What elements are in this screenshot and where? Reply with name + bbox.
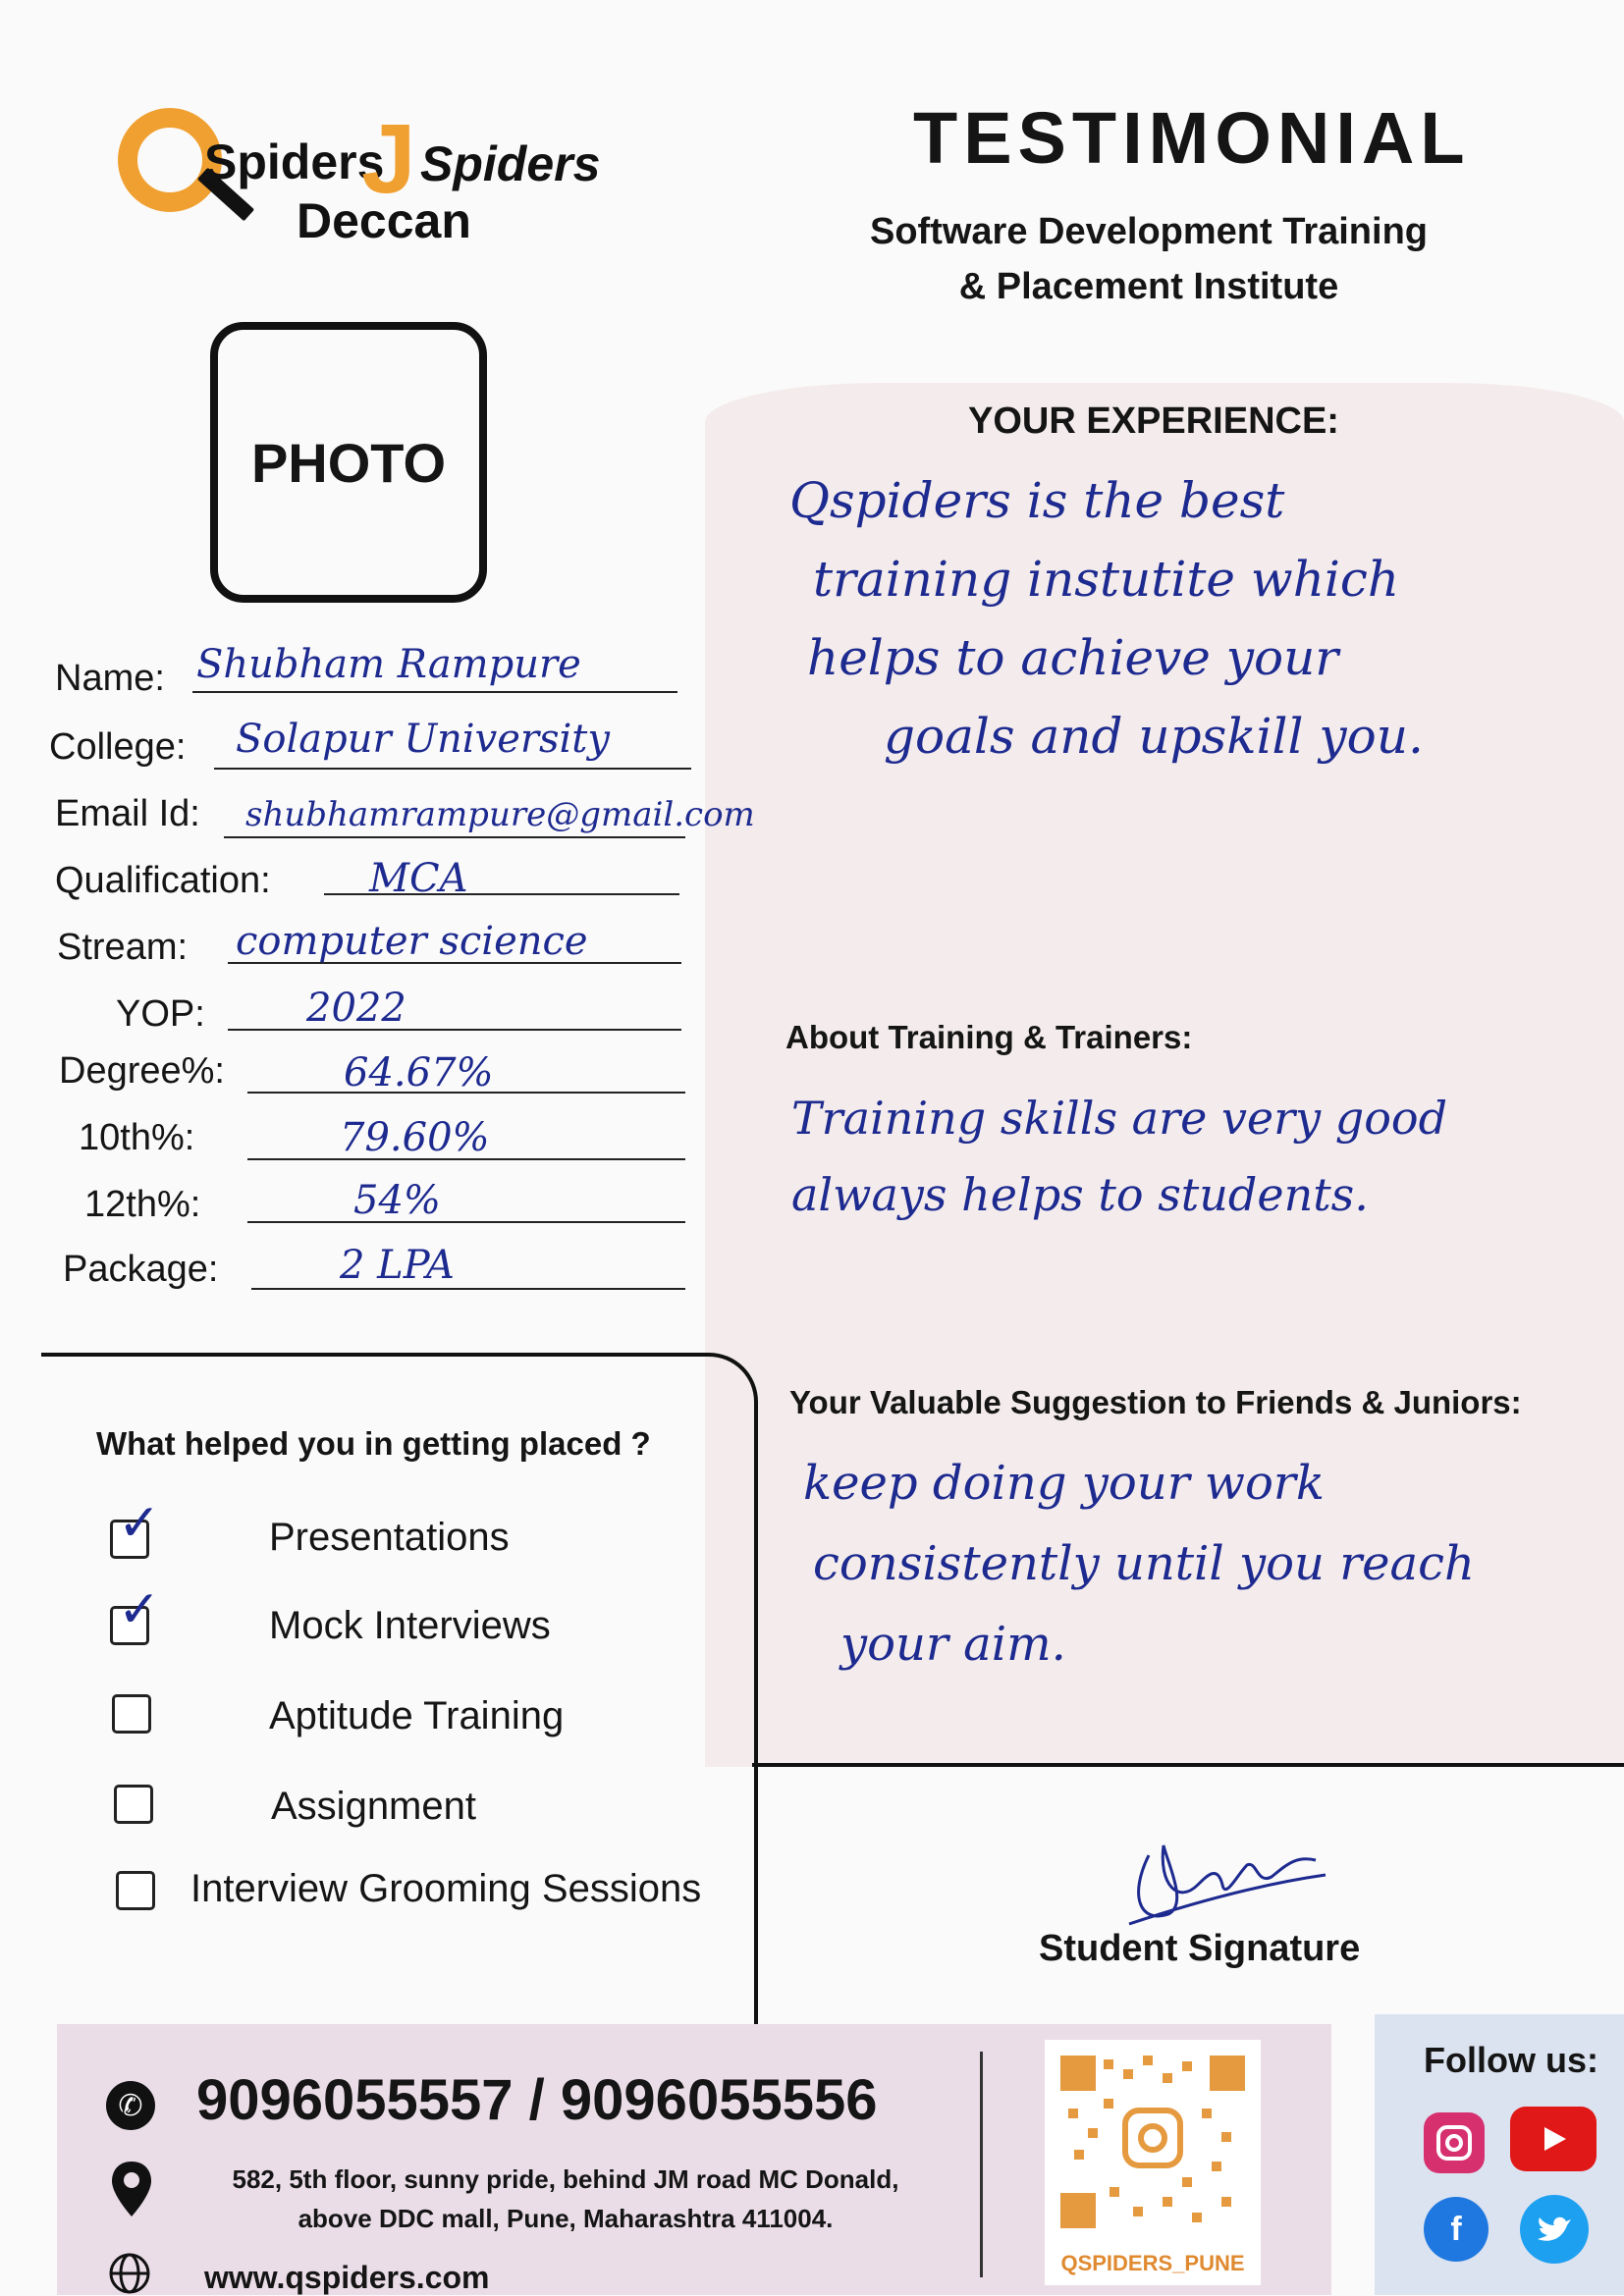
- photo-box: [210, 322, 487, 603]
- signature-label: Student Signature: [1039, 1928, 1361, 1969]
- field-value-degree: 64.67%: [344, 1050, 494, 1095]
- page-title: TESTIMONIAL: [913, 97, 1471, 179]
- check-mark-icon: ✓: [118, 1581, 161, 1638]
- field-label-email: Email Id:: [55, 793, 200, 834]
- field-value-10th: 79.60%: [340, 1115, 490, 1160]
- training-heading: About Training & Trainers:: [785, 1019, 1193, 1055]
- field-label-qualification: Qualification:: [55, 860, 271, 901]
- training-line: Training skills are very good: [791, 1092, 1448, 1145]
- field-line: [247, 1221, 685, 1223]
- qr-code-pattern: [1045, 2040, 1261, 2246]
- page-subtitle: [815, 204, 1483, 314]
- checkbox-aptitude-training[interactable]: [112, 1694, 151, 1734]
- field-label-name: Name:: [55, 658, 165, 699]
- checkbox-interview-grooming[interactable]: [116, 1871, 155, 1910]
- divider: [980, 2052, 983, 2277]
- instagram-icon[interactable]: [1424, 2112, 1485, 2173]
- facebook-icon[interactable]: f: [1424, 2197, 1489, 2262]
- field-label-college: College:: [49, 726, 187, 768]
- field-line: [251, 1288, 685, 1290]
- subtitle-line2: & Placement Institute: [958, 266, 1339, 307]
- field-label-12th: 12th%:: [84, 1184, 201, 1225]
- check-mark-icon: ✓: [118, 1495, 161, 1552]
- checklist-heading: What helped you in getting placed ?: [96, 1425, 651, 1462]
- twitter-icon[interactable]: [1520, 2195, 1589, 2264]
- checkbox-assignment[interactable]: [114, 1785, 153, 1824]
- experience-line: Qspiders is the best: [789, 472, 1285, 529]
- suggestion-line: consistently until you reach: [813, 1536, 1475, 1591]
- field-label-10th: 10th%:: [79, 1117, 195, 1158]
- experience-line: helps to achieve your: [807, 629, 1339, 686]
- field-line: [192, 691, 677, 693]
- address-line1: 582, 5th floor, sunny pride, behind JM road MC Donald,: [232, 2164, 899, 2194]
- footer-website[interactable]: www.qspiders.com: [204, 2260, 490, 2295]
- suggestion-line: keep doing your work: [803, 1456, 1325, 1511]
- experience-line: training instutite which: [813, 551, 1400, 608]
- footer-phone: 9096055557 / 9096055556: [196, 2068, 878, 2132]
- footer-address: [202, 2160, 929, 2238]
- logo-brand-left: Spiders: [204, 134, 385, 189]
- field-value-package: 2 LPA: [340, 1243, 455, 1288]
- checklist-label: Aptitude Training: [269, 1694, 565, 1737]
- suggestion-text: [803, 1443, 1475, 1684]
- field-value-12th: 54%: [353, 1178, 441, 1223]
- field-label-degree: Degree%:: [59, 1050, 225, 1092]
- logo: [0, 0, 609, 265]
- experience-heading: YOUR EXPERIENCE:: [968, 400, 1339, 442]
- qr-caption: QSPIDERS_PUNE: [1060, 2251, 1245, 2275]
- photo-label: PHOTO: [250, 431, 447, 494]
- logo-brand-right: Spiders: [420, 136, 601, 191]
- field-line: [224, 836, 685, 838]
- field-value-college: Solapur University: [236, 717, 610, 762]
- signature-image: [1110, 1806, 1355, 1934]
- location-pin-icon: [110, 2160, 153, 2218]
- field-value-yop: 2022: [306, 986, 406, 1031]
- divider: [752, 1763, 1624, 1767]
- checklist-label: Presentations: [269, 1516, 510, 1559]
- follow-label: Follow us:: [1424, 2040, 1598, 2080]
- experience-text: [789, 461, 1424, 775]
- address-line2: above DDC mall, Pune, Maharashtra 411004.: [298, 2204, 834, 2233]
- suggestion-heading: Your Valuable Suggestion to Friends & Juniors:: [789, 1384, 1522, 1420]
- subtitle-line1: Software Development Training: [870, 211, 1428, 252]
- field-value-stream: computer science: [236, 919, 588, 964]
- logo-j: J: [361, 104, 416, 214]
- phone-icon: ✆: [106, 2081, 155, 2130]
- field-value-email: shubhamrampure@gmail.com: [245, 795, 755, 834]
- field-value-qualification: MCA: [369, 856, 468, 901]
- training-text: [791, 1080, 1447, 1233]
- logo-brand-line2: Deccan: [297, 193, 471, 248]
- qr-code: [1045, 2040, 1261, 2285]
- field-label-yop: YOP:: [116, 993, 205, 1035]
- field-line: [214, 768, 691, 770]
- checklist-label: Interview Grooming Sessions: [190, 1867, 702, 1910]
- checklist-label: Assignment: [271, 1785, 476, 1828]
- training-line: always helps to students.: [791, 1168, 1369, 1221]
- globe-icon: [108, 2252, 151, 2295]
- experience-line: goals and upskill you.: [884, 708, 1424, 765]
- suggestion-line: your aim.: [840, 1617, 1066, 1672]
- checklist-label: Mock Interviews: [269, 1604, 551, 1647]
- field-label-stream: Stream:: [57, 927, 189, 968]
- field-line: [228, 1029, 681, 1031]
- field-value-name: Shubham Rampure: [196, 642, 581, 687]
- youtube-icon[interactable]: [1510, 2107, 1597, 2171]
- field-label-package: Package:: [63, 1249, 219, 1290]
